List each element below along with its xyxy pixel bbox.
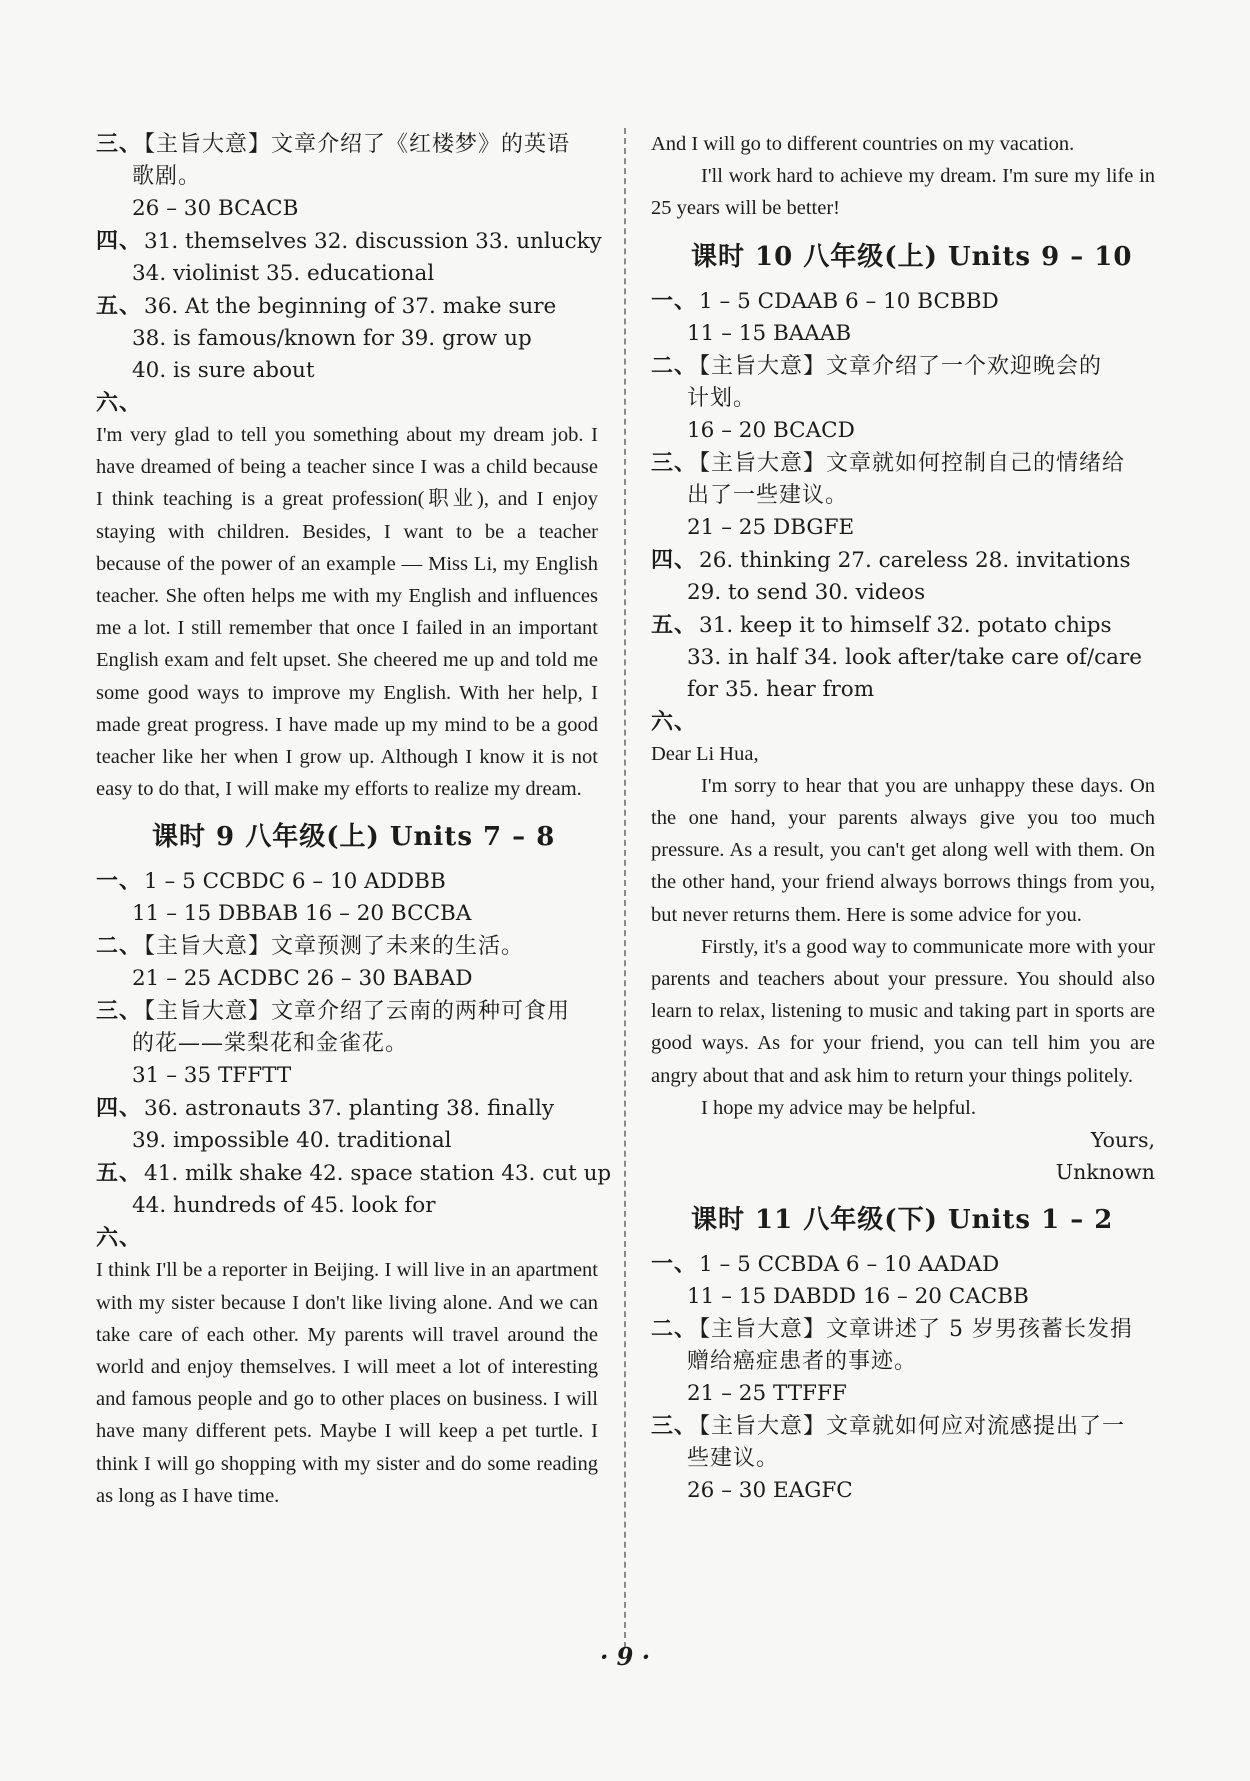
- l9-section-4-line-1: 四、36. astronauts 37. planting 38. finally: [96, 1095, 554, 1122]
- l11-section-2-summary: 二、【主旨大意】文章讲述了 5 岁男孩蓄长发捐: [651, 1316, 1134, 1343]
- column-divider: [624, 128, 626, 1648]
- l10-section-2-answers: 16 – 20 BCACD: [687, 417, 855, 443]
- l9-section-1-line-2: 11 – 15 DBBAB 16 – 20 BCCBA: [132, 901, 472, 927]
- section-5-line-1: 五、36. At the beginning of 37. make sure: [96, 293, 557, 319]
- l10-section-1-line-2: 11 – 15 BAAAB: [687, 320, 852, 346]
- letter-closing: Yours,: [1090, 1128, 1155, 1153]
- l9-section-1-line-1: 一、1 – 5 CCBDC 6 – 10 ADDBB: [96, 868, 446, 895]
- essay-dream-job: I'm very glad to tell you something about my dream job. I have dreamed of being a teacher since I was a child because I think teaching is a great profession(职业), and I enjoy staying with children. Besides, I want to be a teacher because of the power of an example — Miss Li, my English teacher. She often helps me with my English and influences me a lot. I still remember that once I failed in an important English exam and felt upset. She cheered me up and told me some good ways to improve my English. With her help, I made great progress. I have made up my mind to be a good teacher like her when I grow up. Although I know it is not easy to do that, I will make my efforts to realize my dream.: [96, 424, 598, 801]
- section-5-line-3: 40. is sure about: [132, 358, 315, 383]
- l10-section-2-summary-cont: 计划。: [687, 385, 757, 411]
- right-column: [651, 128, 1155, 1507]
- l9-section-2-answers: 21 – 25 ACDBC 26 – 30 BABAD: [132, 966, 473, 992]
- l10-section-2-summary: 二、【主旨大意】文章介绍了一个欢迎晚会的: [651, 352, 1103, 379]
- section-3-answers: 26 – 30 BCACB: [132, 196, 299, 221]
- l9-section-2-summary: 二、【主旨大意】文章预测了未来的生活。: [96, 933, 525, 960]
- l9-section-5-line-2: 44. hundreds of 45. look for: [132, 1193, 436, 1219]
- letter-paragraph-2: Firstly, it's a good way to communicate more with your parents and teachers about your pressure. You should also learn to relax, listening to music and taking part in sports are good ways. As for your friend, you can tell him you are angry about that and ask him to return your things politely.: [651, 935, 1155, 1087]
- l10-section-5-line-1: 五、31. keep it to himself 32. potato chips: [651, 611, 1112, 638]
- letter-paragraph-1: I'm sorry to hear that you are unhappy these days. On the one hand, your parents always give you too much pressure. As a result, you can't get along well with them. On the other hand, your friend always borrows things from you, but never returns them. Here is some advice for you.: [651, 774, 1155, 926]
- page-number: · 9 ·: [599, 1642, 651, 1671]
- section-3-summary: 三、【主旨大意】文章介绍了《红楼梦》的英语: [96, 131, 571, 157]
- l10-section-3-summary-cont: 出了一些建议。: [687, 482, 849, 508]
- section-3-summary-cont: 歌剧。: [132, 164, 202, 189]
- l11-section-3-summary: 三、【主旨大意】文章就如何应对流感提出了一: [651, 1413, 1126, 1440]
- section-6-label: 六、: [96, 390, 143, 416]
- l9-section-6-label: 六、: [96, 1225, 143, 1252]
- letter-greeting: Dear Li Hua,: [651, 742, 759, 765]
- section-4-line-2: 34. violinist 35. educational: [132, 261, 435, 286]
- section-5-line-2: 38. is famous/known for 39. grow up: [132, 326, 532, 351]
- l9-section-3-summary: 三、【主旨大意】文章介绍了云南的两种可食用: [96, 998, 571, 1025]
- l9-section-3-summary-cont: 的花——棠梨花和金雀花。: [132, 1031, 409, 1057]
- lesson-10-title: 课时 10 八年级(上) Units 9 – 10: [691, 241, 1133, 272]
- l11-section-2-answers: 21 – 25 TTFFF: [687, 1381, 847, 1407]
- left-column: [96, 128, 612, 1512]
- l11-section-1-line-1: 一、1 – 5 CCBDA 6 – 10 AADAD: [651, 1251, 1000, 1278]
- l11-section-3-answers: 26 – 30 EAGFC: [687, 1478, 853, 1504]
- lesson-9-title: 课时 9 八年级(上) Units 7 – 8: [152, 822, 556, 853]
- l10-section-6-label: 六、: [651, 708, 698, 735]
- l9-section-4-line-2: 39. impossible 40. traditional: [132, 1128, 452, 1154]
- letter-paragraph-3: I hope my advice may be helpful.: [701, 1096, 976, 1119]
- l9-section-3-answers: 31 – 35 TFFTT: [132, 1063, 292, 1089]
- letter-signature: Unknown: [1055, 1160, 1155, 1185]
- l10-section-1-line-1: 一、1 – 5 CDAAB 6 – 10 BCBBD: [651, 287, 999, 314]
- l9-section-5-line-1: 五、41. milk shake 42. space station 43. cut up: [96, 1160, 612, 1187]
- essay-continued-p2: I'll work hard to achieve my dream. I'm sure my life in 25 years will be better!: [651, 165, 1155, 220]
- l10-section-5-line-2: 33. in half 34. look after/take care of/care for 35. hear from: [687, 644, 1142, 702]
- lesson-11-title: 课时 11 八年级(下) Units 1 – 2: [691, 1205, 1114, 1236]
- l11-section-3-summary-cont: 些建议。: [687, 1446, 780, 1472]
- l11-section-1-line-2: 11 – 15 DABDD 16 – 20 CACBB: [687, 1284, 1029, 1310]
- l10-section-3-answers: 21 – 25 DBGFE: [687, 514, 855, 540]
- essay-future-life: I think I'll be a reporter in Beijing. I will live in an apartment with my sister because I don't like living alone. And we can take care of each other. My parents will travel around the world and enjoy themselves. I will meet a lot of interesting and famous people and go to other places on business. I will have many different pets. Maybe I will keep a pet turtle. I think I will go shopping with my sister and do some reading as long as I have time.: [96, 1259, 598, 1507]
- l10-section-4-line-2: 29. to send 30. videos: [687, 579, 926, 605]
- l11-section-2-summary-cont: 赠给癌症患者的事迹。: [687, 1349, 918, 1375]
- l10-section-4-line-1: 四、26. thinking 27. careless 28. invitations: [651, 546, 1131, 573]
- section-4-line-1: 四、31. themselves 32. discussion 33. unlucky: [96, 228, 602, 254]
- essay-continued-p1: And I will go to different countries on my vacation.: [651, 133, 1075, 155]
- l10-section-3-summary: 三、【主旨大意】文章就如何控制自己的情绪给: [651, 449, 1126, 476]
